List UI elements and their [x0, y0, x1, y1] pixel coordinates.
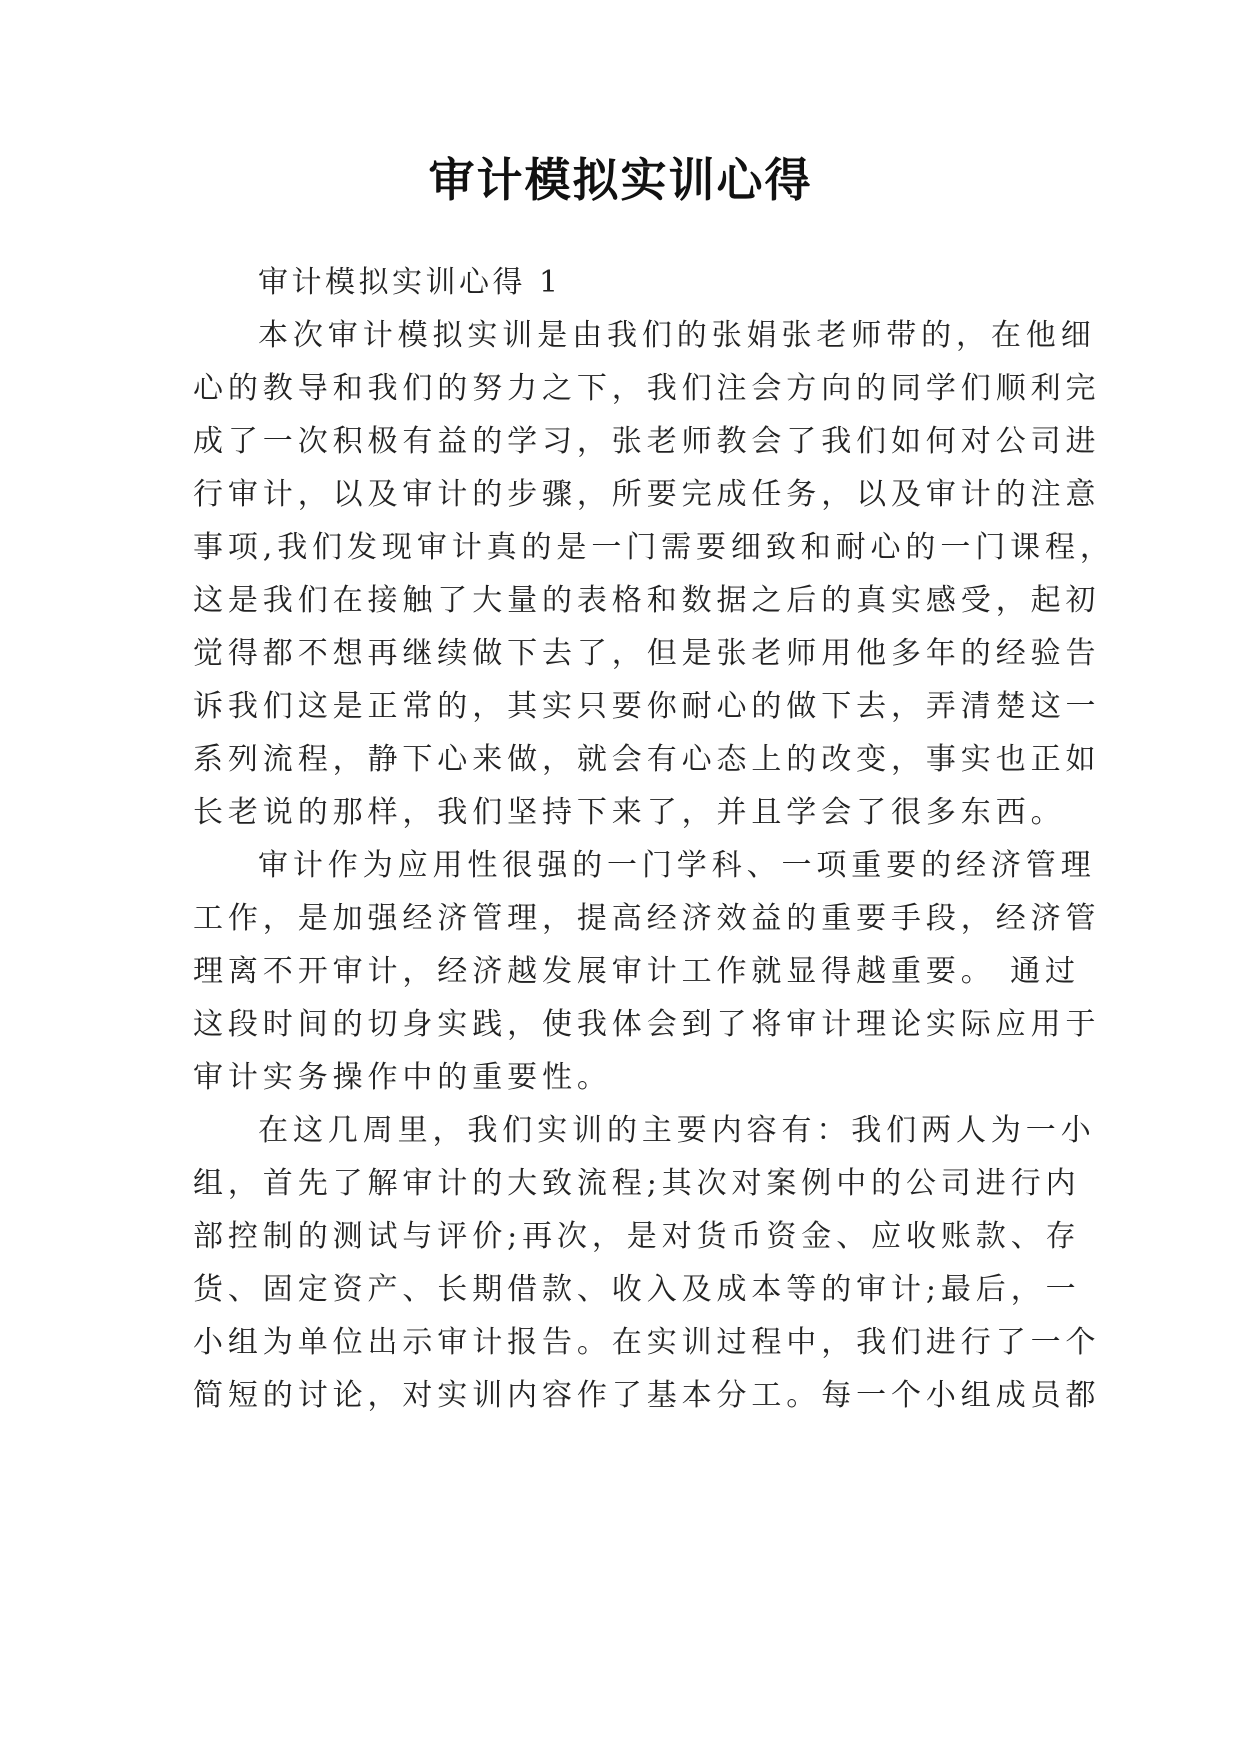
paragraph-line: 成了一次积极有益的学习，张老师教会了我们如何对公司进 — [193, 424, 1101, 459]
paragraph-line: 工作，是加强经济管理，提高经济效益的重要手段，经济管 — [193, 901, 1101, 936]
paragraph-line: 货、固定资产、长期借款、收入及成本等的审计;最后，一 — [193, 1272, 1081, 1307]
section-heading: 审计模拟实训心得 1 — [258, 265, 562, 300]
paragraph-line: 本次审计模拟实训是由我们的张娟张老师带的，在他细 — [258, 318, 1096, 353]
paragraph-line: 组，首先了解审计的大致流程;其次对案例中的公司进行内 — [193, 1166, 1081, 1201]
paragraph-line: 长老说的那样，我们坚持下来了，并且学会了很多东西。 — [193, 795, 1066, 830]
paragraph-line: 心的教导和我们的努力之下，我们注会方向的同学们顺利完 — [193, 371, 1101, 406]
paragraph-line: 系列流程，静下心来做，就会有心态上的改变，事实也正如 — [193, 742, 1101, 777]
paragraph-line: 这是我们在接触了大量的表格和数据之后的真实感受，起初 — [193, 583, 1101, 618]
paragraph-line: 觉得都不想再继续做下去了，但是张老师用他多年的经验告 — [193, 636, 1101, 671]
paragraph-line: 简短的讨论，对实训内容作了基本分工。每一个小组成员都 — [193, 1378, 1101, 1413]
paragraph-line: 理离不开审计，经济越发展审计工作就显得越重要。 通过 — [193, 954, 1080, 989]
paragraph-line: 审计作为应用性很强的一门学科、一项重要的经济管理 — [258, 848, 1096, 883]
paragraph-line: 审计实务操作中的重要性。 — [193, 1060, 612, 1095]
paragraph-line: 小组为单位出示审计报告。在实训过程中，我们进行了一个 — [193, 1325, 1101, 1360]
paragraph-line: 诉我们这是正常的，其实只要你耐心的做下去，弄清楚这一 — [193, 689, 1101, 724]
paragraph-line: 行审计，以及审计的步骤，所要完成任务，以及审计的注意 — [193, 477, 1101, 512]
paragraph-line: 在这几周里，我们实训的主要内容有：我们两人为一小 — [258, 1113, 1096, 1148]
document-title: 审计模拟实训心得 — [428, 153, 813, 207]
paragraph-line: 部控制的测试与评价;再次，是对货币资金、应收账款、存 — [193, 1219, 1081, 1254]
paragraph-line: 这段时间的切身实践，使我体会到了将审计理论实际应用于 — [193, 1007, 1101, 1042]
paragraph-line: 事项,我们发现审计真的是一门需要细致和耐心的一门课程， — [193, 530, 1115, 565]
